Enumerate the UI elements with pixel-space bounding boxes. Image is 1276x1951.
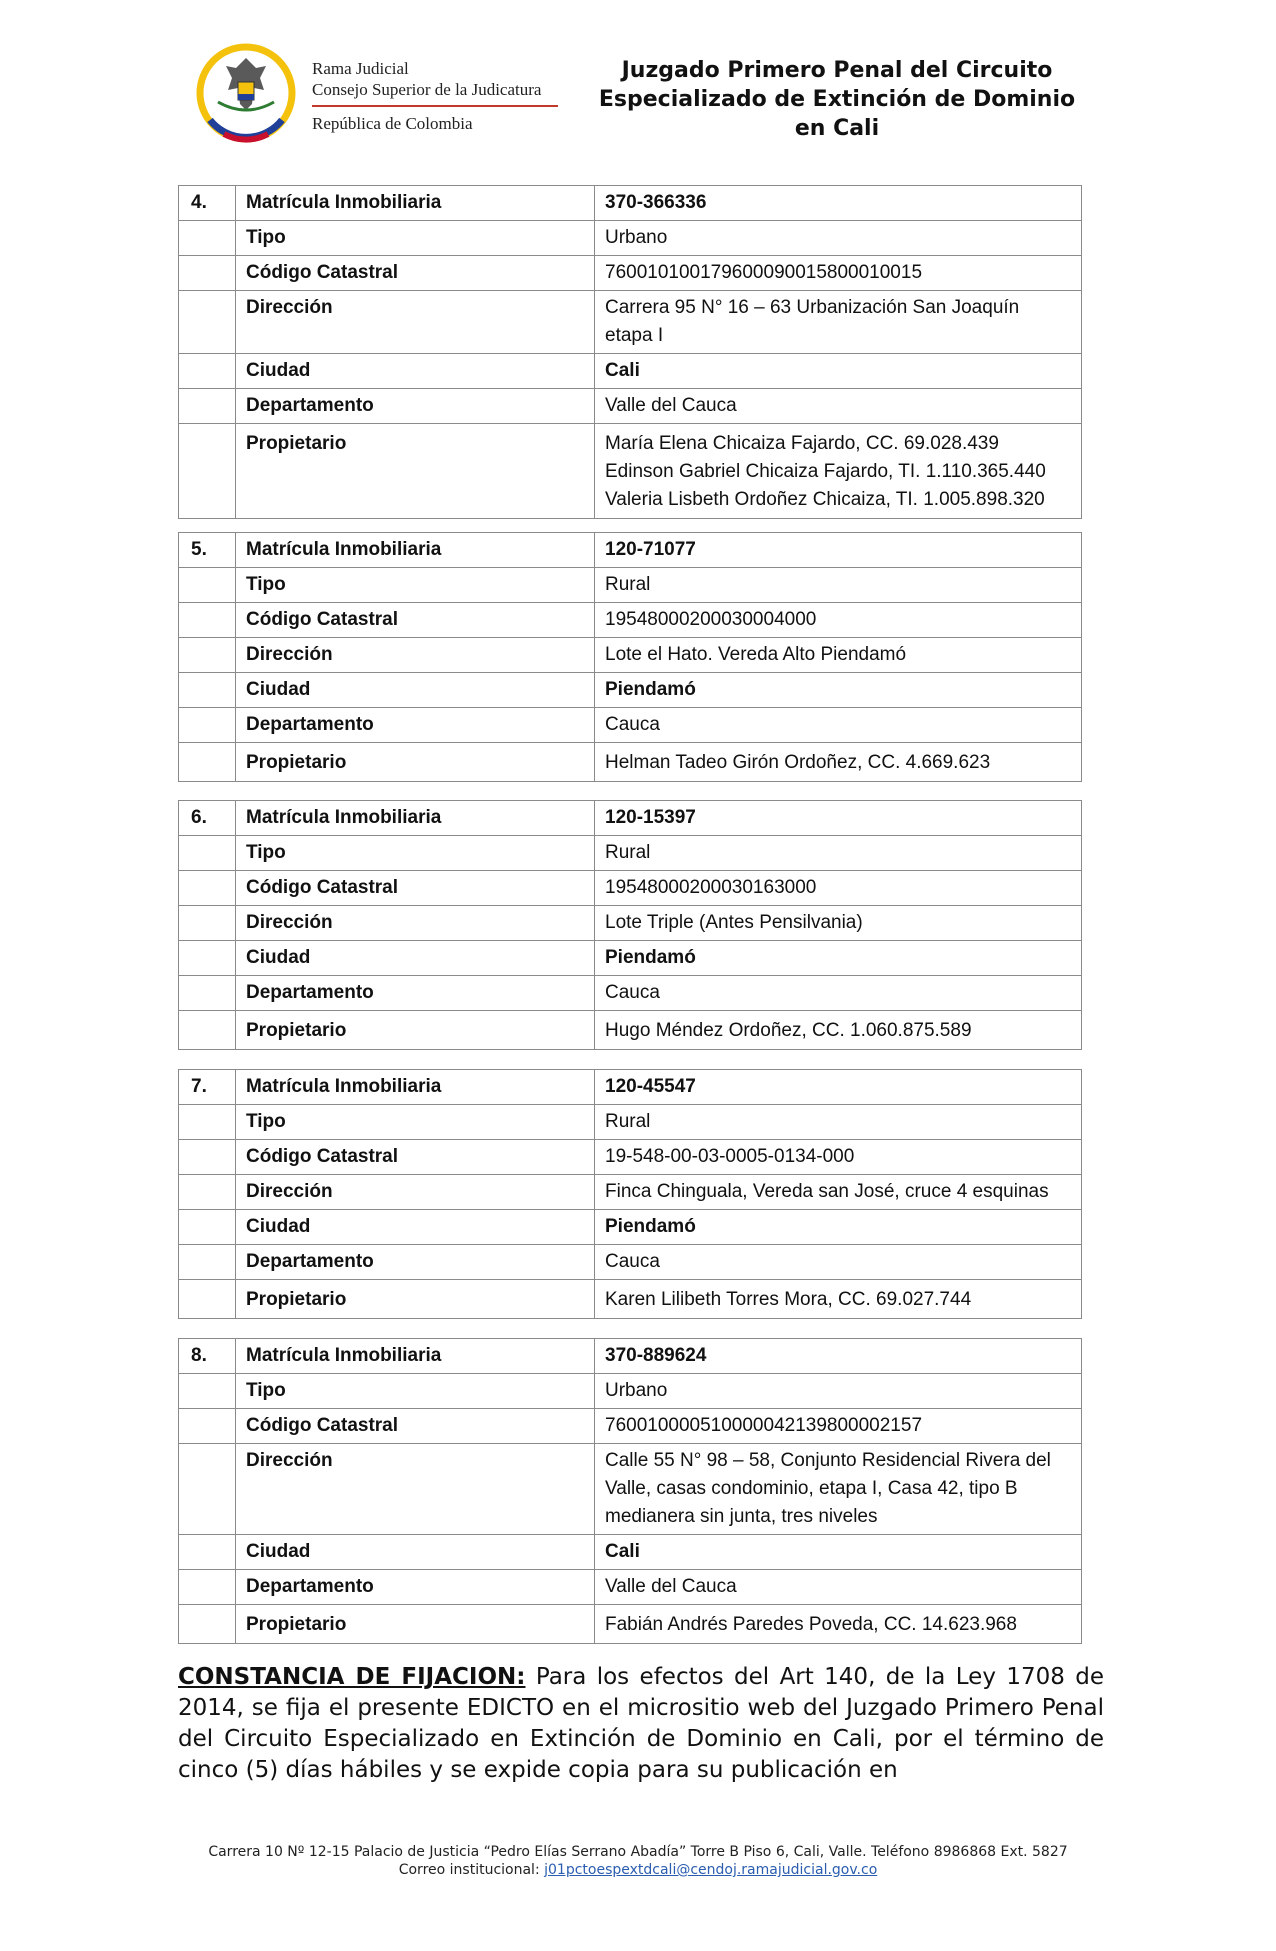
table-row [179,1339,1082,1374]
table-row [179,638,1082,673]
field-label: Propietario [236,424,595,519]
field-label: Código Catastral [236,256,595,291]
empty-cell [179,941,236,976]
table-row [179,603,1082,638]
court-title-line: Juzgado Primero Penal del Circuito [621,58,1053,83]
email-link[interactable]: j01pctoespextdcali@cendoj.ramajudicial.gov.co [544,1862,878,1878]
ciudad-value: Piendamó [595,941,1082,976]
matricula-value: 120-15397 [595,801,1082,836]
codigo-value: 19-548-00-03-0005-0134-000 [595,1140,1082,1175]
field-label: Tipo [236,568,595,603]
empty-cell [179,1374,236,1409]
departamento-value: Cauca [595,976,1082,1011]
page-footer [120,1843,1156,1879]
table-row [179,424,1082,519]
table-row [179,221,1082,256]
codigo-value: 19548000200030163000 [595,871,1082,906]
table-row [179,354,1082,389]
org-line: República de Colombia [312,114,473,133]
field-label: Dirección [236,291,595,354]
departamento-value: Cauca [595,708,1082,743]
ciudad-value: Piendamó [595,673,1082,708]
direccion-value [595,291,1082,354]
propietario-value: Helman Tadeo Girón Ordoñez, CC. 4.669.623 [595,743,1082,782]
empty-cell [179,1175,236,1210]
table-row [179,1105,1082,1140]
table-row [179,186,1082,221]
property-table [178,1069,1082,1319]
field-label: Matrícula Inmobiliaria [236,533,595,568]
ciudad-value: Cali [595,354,1082,389]
table-row [179,1245,1082,1280]
rama-judicial-seal-icon [196,38,296,148]
field-label: Ciudad [236,1210,595,1245]
departamento-value: Cauca [595,1245,1082,1280]
empty-cell [179,708,236,743]
field-label: Matrícula Inmobiliaria [236,801,595,836]
codigo-value: 19548000200030004000 [595,603,1082,638]
direccion-line: etapa I [605,325,664,346]
field-label: Dirección [236,906,595,941]
table-row [179,256,1082,291]
matricula-value: 370-889624 [595,1339,1082,1374]
codigo-value: 760010100179600090015800010015 [595,256,1082,291]
matricula-value: 120-45547 [595,1070,1082,1105]
empty-cell [179,1409,236,1444]
empty-cell [179,603,236,638]
property-number: 6. [179,801,236,836]
field-label: Tipo [236,1374,595,1409]
field-label: Código Catastral [236,1409,595,1444]
court-title-line: en Cali [794,116,880,141]
departamento-value: Valle del Cauca [595,389,1082,424]
empty-cell [179,1011,236,1050]
table-row [179,1210,1082,1245]
table-row [179,291,1082,354]
field-label: Departamento [236,976,595,1011]
tipo-value: Urbano [595,1374,1082,1409]
org-line: Consejo Superior de la Judicatura [312,80,542,99]
empty-cell [179,424,236,519]
field-label: Código Catastral [236,871,595,906]
direccion-line: Calle 55 N° 98 – 58, Conjunto Residencial Rivera del [605,1450,1051,1471]
table-row [179,1011,1082,1050]
direccion-value: Lote el Hato. Vereda Alto Piendamó [595,638,1082,673]
court-title [582,56,1092,143]
table-row [179,871,1082,906]
empty-cell [179,256,236,291]
tipo-value: Rural [595,836,1082,871]
empty-cell [179,568,236,603]
field-label: Ciudad [236,1535,595,1570]
empty-cell [179,906,236,941]
property-table [178,185,1082,519]
direccion-line: Carrera 95 N° 16 – 63 Urbanización San Joaquín [605,297,1020,318]
field-label: Código Catastral [236,1140,595,1175]
table-row [179,568,1082,603]
empty-cell [179,1280,236,1319]
tipo-value: Rural [595,1105,1082,1140]
constancia-heading: CONSTANCIA DE FIJACION: [178,1664,526,1690]
table-row [179,906,1082,941]
field-label: Dirección [236,1444,595,1535]
field-label: Ciudad [236,354,595,389]
empty-cell [179,1140,236,1175]
constancia-paragraph [178,1662,1104,1786]
departamento-value: Valle del Cauca [595,1570,1082,1605]
direccion-value [595,1444,1082,1535]
ciudad-value: Cali [595,1535,1082,1570]
propietario-line: Valeria Lisbeth Ordoñez Chicaiza, TI. 1.005.898.320 [605,489,1045,510]
propietario-line: Edinson Gabriel Chicaiza Fajardo, TI. 1.110.365.440 [605,461,1046,482]
field-label: Dirección [236,1175,595,1210]
empty-cell [179,291,236,354]
table-row [179,1175,1082,1210]
table-row [179,1374,1082,1409]
field-label: Ciudad [236,673,595,708]
tipo-value: Urbano [595,221,1082,256]
field-label: Departamento [236,708,595,743]
table-row [179,1605,1082,1644]
divider [312,105,558,107]
table-row [179,1535,1082,1570]
field-label: Departamento [236,1245,595,1280]
direccion-line: Valle, casas condominio, etapa I, Casa 42, tipo B [605,1478,1018,1499]
ciudad-value: Piendamó [595,1210,1082,1245]
direccion-value: Finca Chinguala, Vereda san José, cruce 4 esquinas [595,1175,1082,1210]
field-label: Ciudad [236,941,595,976]
table-row [179,533,1082,568]
field-label: Departamento [236,389,595,424]
table-row [179,836,1082,871]
field-label: Dirección [236,638,595,673]
table-row [179,1140,1082,1175]
table-row [179,941,1082,976]
footer-address: Carrera 10 Nº 12-15 Palacio de Justicia “Pedro Elías Serrano Abadía” Torre B Piso 6, Cali, Valle. Teléfono 8986868 Ext. 5827 [208,1844,1068,1860]
field-label: Matrícula Inmobiliaria [236,186,595,221]
empty-cell [179,1535,236,1570]
table-row [179,673,1082,708]
property-table [178,800,1082,1050]
empty-cell [179,1444,236,1535]
empty-cell [179,638,236,673]
empty-cell [179,1605,236,1644]
empty-cell [179,673,236,708]
empty-cell [179,1245,236,1280]
propietario-value: Karen Lilibeth Torres Mora, CC. 69.027.744 [595,1280,1082,1319]
matricula-value: 370-366336 [595,186,1082,221]
empty-cell [179,743,236,782]
field-label: Tipo [236,221,595,256]
field-label: Propietario [236,1280,595,1319]
field-label: Matrícula Inmobiliaria [236,1070,595,1105]
court-title-line: Especializado de Extinción de Dominio [598,87,1076,112]
page-header [0,0,1276,160]
org-line: Rama Judicial [312,59,409,78]
matricula-value: 120-71077 [595,533,1082,568]
table-row [179,743,1082,782]
field-label: Propietario [236,743,595,782]
property-number: 5. [179,533,236,568]
empty-cell [179,871,236,906]
table-row [179,801,1082,836]
field-label: Tipo [236,1105,595,1140]
field-label: Propietario [236,1011,595,1050]
empty-cell [179,1570,236,1605]
propietario-value [595,424,1082,519]
field-label: Código Catastral [236,603,595,638]
field-label: Departamento [236,1570,595,1605]
tipo-value: Rural [595,568,1082,603]
property-table [178,532,1082,782]
empty-cell [179,354,236,389]
table-row [179,1444,1082,1535]
property-table [178,1338,1082,1644]
footer-email-label: Correo institucional: [398,1862,545,1878]
codigo-value: 760010000510000042139800002157 [595,1409,1082,1444]
field-label: Propietario [236,1605,595,1644]
propietario-line: María Elena Chicaiza Fajardo, CC. 69.028.439 [605,433,999,454]
empty-cell [179,836,236,871]
empty-cell [179,221,236,256]
organization-name [312,58,562,134]
table-row [179,1409,1082,1444]
footer-email-line [120,1861,1156,1879]
constancia-text: Para los efectos del Art 140, de la Ley 1708 de 2014, se fija el presente EDICTO en el micrositio web del Juzgado Primero Penal del Circuito Especializado en Extinción de Dominio en Cali, por el término de cinco (5) días hábiles y se expide copia para su publicación en [178,1664,1104,1783]
empty-cell [179,1105,236,1140]
direccion-value: Lote Triple (Antes Pensilvania) [595,906,1082,941]
table-row [179,1570,1082,1605]
property-number: 8. [179,1339,236,1374]
direccion-line: medianera sin junta, tres niveles [605,1506,878,1527]
propietario-value: Hugo Méndez Ordoñez, CC. 1.060.875.589 [595,1011,1082,1050]
empty-cell [179,1210,236,1245]
property-number: 7. [179,1070,236,1105]
field-label: Matrícula Inmobiliaria [236,1339,595,1374]
table-row [179,389,1082,424]
table-row [179,708,1082,743]
field-label: Tipo [236,836,595,871]
table-row [179,1070,1082,1105]
empty-cell [179,976,236,1011]
property-number: 4. [179,186,236,221]
table-row [179,976,1082,1011]
table-row [179,1280,1082,1319]
empty-cell [179,389,236,424]
propietario-value: Fabián Andrés Paredes Poveda, CC. 14.623.968 [595,1605,1082,1644]
